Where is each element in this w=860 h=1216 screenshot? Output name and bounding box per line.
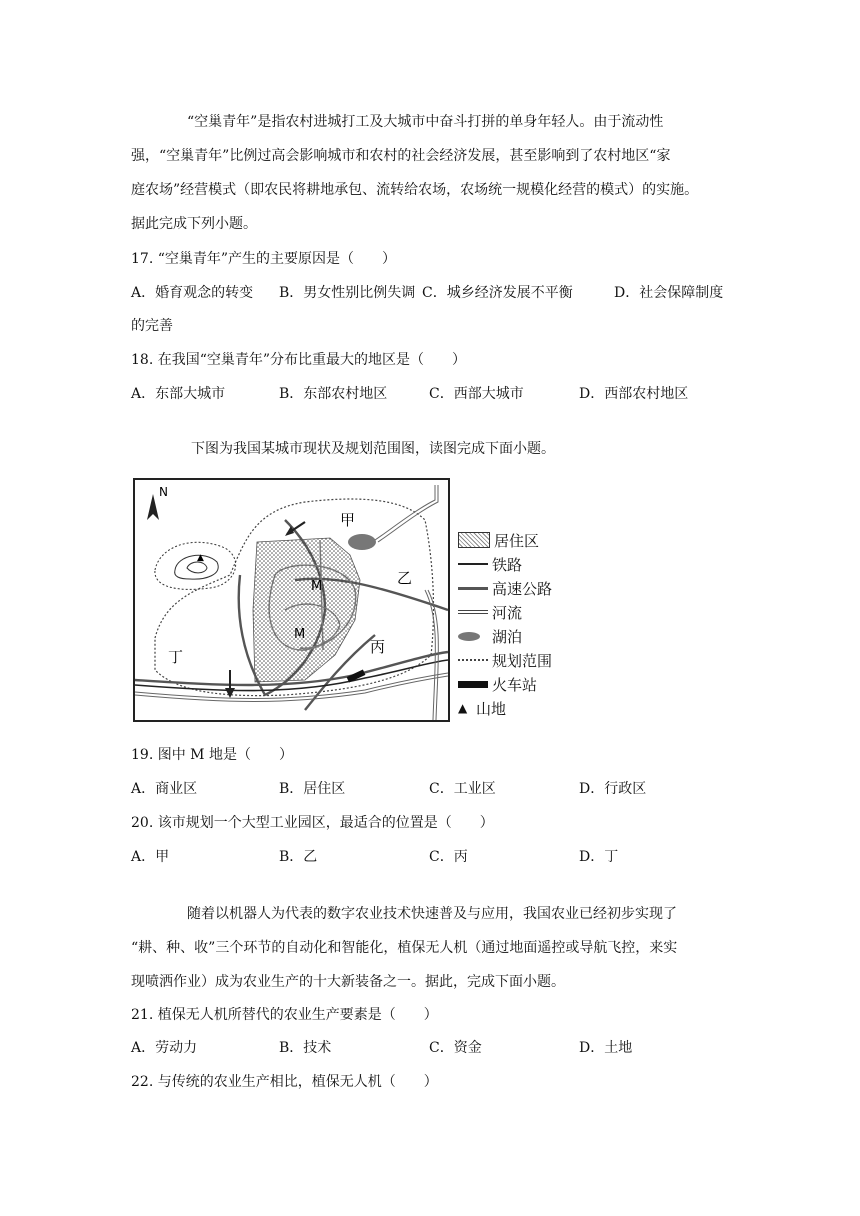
question-19-stem: 19. 图中 M 地是（ ） — [131, 747, 293, 763]
railway-legend-icon — [458, 563, 488, 565]
legend-planning — [458, 648, 552, 672]
question-18-option-a[interactable]: A．东部大城市 — [131, 386, 226, 402]
label-jia: 甲 — [340, 511, 356, 529]
station-legend-icon — [458, 681, 488, 688]
passage3-line1: 随着以机器人为代表的数字农业技术快速普及与应用，我国农业已经初步实现了 — [187, 906, 677, 922]
question-17-option-d-continued: 的完善 — [131, 318, 173, 334]
legend-label-planning: 规划范围 — [492, 651, 553, 670]
label-bing: 丙 — [370, 638, 386, 656]
legend-label-station: 火车站 — [492, 675, 538, 694]
question-20-option-d[interactable]: D．丁 — [579, 849, 619, 865]
label-yi: 乙 — [397, 569, 413, 587]
legend-label-lake: 湖泊 — [492, 627, 523, 646]
question-18-options — [131, 383, 751, 403]
question-19-option-b[interactable]: B．居住区 — [279, 781, 346, 797]
question-21-option-b[interactable]: B．技术 — [279, 1040, 332, 1056]
question-20-option-a[interactable]: A．甲 — [131, 849, 170, 865]
north-label: N — [159, 485, 168, 499]
lake-jia — [348, 534, 376, 550]
question-18-option-c[interactable]: C．西部大城市 — [429, 386, 524, 402]
legend-residential — [458, 528, 552, 552]
question-21-option-c[interactable]: C．资金 — [429, 1040, 482, 1056]
label-m-lower: M — [294, 627, 306, 642]
passage1-line1: “空巢青年”是指农村进城打工及大城市中奋斗打拼的单身年轻人。由于流动性 — [187, 114, 664, 130]
legend-mountain — [458, 696, 552, 720]
question-17-options — [131, 282, 751, 302]
question-18-option-d[interactable]: D．西部农村地区 — [579, 386, 689, 402]
passage1-line4: 据此完成下列小题。 — [131, 216, 257, 232]
question-21-option-d[interactable]: D．土地 — [579, 1040, 633, 1056]
river-legend-icon — [458, 610, 488, 614]
question-17-option-c[interactable]: C．城乡经济发展不平衡 — [422, 285, 573, 301]
mountain-contours — [155, 542, 236, 589]
legend-lake — [458, 624, 552, 648]
legend-river — [458, 600, 552, 624]
question-19-option-a[interactable]: A．商业区 — [131, 781, 198, 797]
passage1-line3: 庭农场”经营模式（即农民将耕地承包、流转给农场，农场统一规模化经营的模式）的实施。 — [131, 182, 699, 198]
legend-label-highway: 高速公路 — [492, 579, 553, 598]
passage2-intro: 下图为我国某城市现状及规划范围图，读图完成下面小题。 — [191, 441, 555, 457]
question-18-option-b[interactable]: B．东部农村地区 — [279, 386, 388, 402]
residential-legend-icon — [458, 532, 490, 548]
question-17-stem: 17. “空巢青年”产生的主要原因是（ ） — [131, 251, 397, 267]
question-21-stem: 21. 植保无人机所替代的农业生产要素是（ ） — [131, 1007, 438, 1023]
mountain-legend-icon: ▲ — [458, 701, 468, 715]
legend-label-residential: 居住区 — [494, 531, 540, 550]
highway-legend-icon — [458, 587, 488, 590]
question-17-option-a[interactable]: A．婚育观念的转变 — [131, 285, 254, 301]
legend-highway — [458, 576, 552, 600]
north-arrow-icon — [147, 494, 159, 520]
legend-station — [458, 672, 552, 696]
question-21-option-a[interactable]: A．劳动力 — [131, 1040, 198, 1056]
label-m-upper: M — [311, 579, 323, 594]
mountain-peak-icon: ▲ — [197, 553, 204, 563]
passage1-line2: 强，“空巢青年”比例过高会影响城市和农村的社会经济发展，甚至影响到了农村地区“家 — [131, 148, 671, 164]
passage3-line3: 现喷洒作业）成为农业生产的十大新装备之一。据此，完成下面小题。 — [131, 974, 565, 990]
question-20-option-c[interactable]: C．丙 — [429, 849, 468, 865]
legend-label-mountain: 山地 — [476, 699, 507, 718]
city-planning-map — [133, 478, 450, 722]
question-19-option-c[interactable]: C．工业区 — [429, 781, 496, 797]
lake-legend-icon — [458, 632, 480, 641]
question-19-option-d[interactable]: D．行政区 — [579, 781, 647, 797]
question-21-options — [131, 1037, 751, 1057]
question-18-stem: 18. 在我国“空巢青年”分布比重最大的地区是（ ） — [131, 352, 467, 368]
question-22-stem: 22. 与传统的农业生产相比，植保无人机（ ） — [131, 1074, 438, 1090]
question-17-option-d[interactable]: D．社会保障制度 — [614, 285, 724, 301]
legend-label-river: 河流 — [492, 603, 523, 622]
legend-label-railway: 铁路 — [492, 555, 523, 574]
question-19-options — [131, 778, 751, 798]
question-20-option-b[interactable]: B．乙 — [279, 849, 318, 865]
legend-railway — [458, 552, 552, 576]
question-17-option-b[interactable]: B．男女性别比例失调 — [279, 285, 416, 301]
label-ding: 丁 — [168, 648, 184, 666]
map-legend — [458, 528, 552, 720]
planning-legend-icon — [458, 659, 488, 661]
question-20-stem: 20. 该市规划一个大型工业园区，最适合的位置是（ ） — [131, 815, 494, 831]
passage3-line2: “耕、种、收”三个环节的自动化和智能化，植保无人机（通过地面遥控或导航飞控，来实 — [131, 940, 678, 956]
question-20-options — [131, 846, 751, 866]
